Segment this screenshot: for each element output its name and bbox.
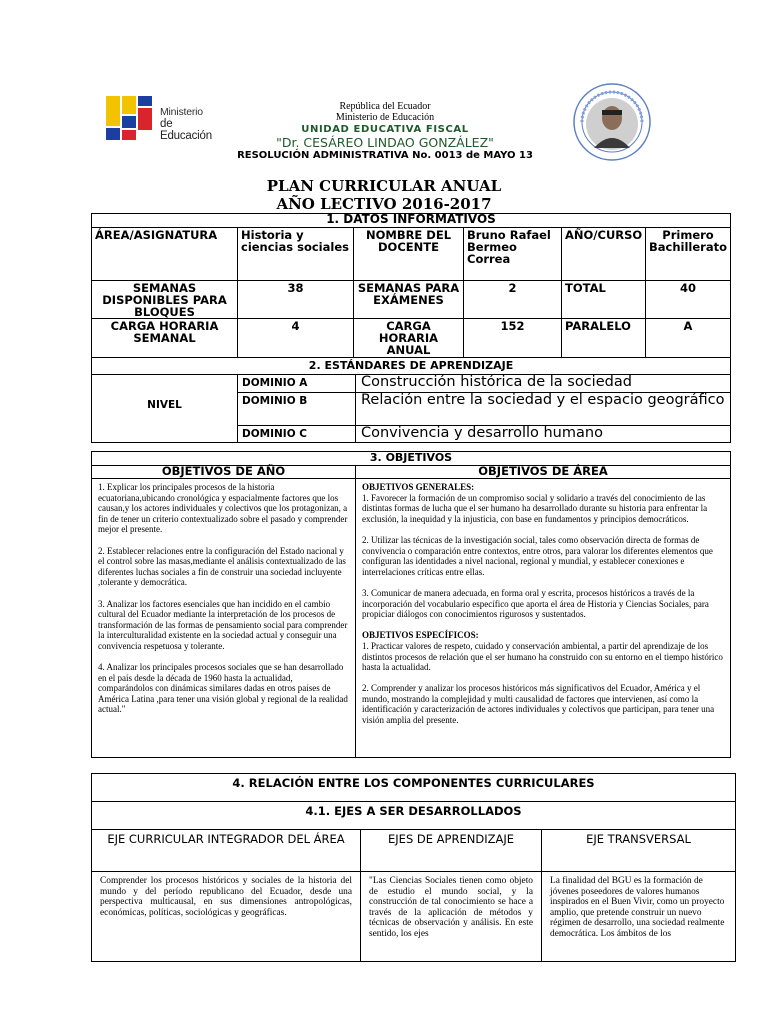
objetivos-especificos-title: OBJETIVOS ESPECÍFICOS: <box>362 630 479 641</box>
paralelo-label: PARALELO <box>562 319 646 358</box>
document-title: PLAN CURRICULAR ANUAL <box>266 177 502 195</box>
eje-integrador-header: EJE CURRICULAR INTEGRADOR DEL ÁREA <box>92 830 361 872</box>
semanas-examenes-value: 2 <box>464 281 562 319</box>
nivel-label: NIVEL <box>92 375 238 443</box>
carga-semanal-label: CARGA HORARIA SEMANAL <box>92 319 238 358</box>
carga-anual-value: 152 <box>464 319 562 358</box>
objetivo-especifico-2: 2. Comprender y analizar los procesos históricos más significativos del Ecuador, América y el mundo, mostrando la complejidad y multi causalidad de factores que intervienen, así como la identificación y caracterización de actores individuales y colectivos que participan, para tener una visión amplia del presente. <box>362 683 715 726</box>
objetivo-anio-1: 1. Explicar los principales procesos de la historia ecuatoriana,ubicando cronológica y espacialmente factores que los causan,y los actores individuales y colectivos que los protagonizan, a fin de tener un criterio contextualizado sobre el pasado y comprender mejor el presente. <box>98 482 348 535</box>
semanas-examenes-label: SEMANAS PARA EXÁMENES <box>354 281 464 319</box>
objetivo-general-1: 1. Favorecer la formación de un compromiso social y solidario a través del conocimiento de las distintas formas de lucha que el ser humano ha desarrollado durante su historia para enfrentar la exclusión, la inequidad y la injusticia, con base en fundamentos y principios democráticos. <box>362 492 708 524</box>
objetivo-anio-3: 3. Analizar los factores esenciales que han incidido en el cambio cultural del Ecuador mediante la interpretación de los procesos de transformación de las formas de pensamiento social para comprender la interculturalidad existente en la sociedad actual y conseguir una convivencia respetuosa y tolerante. <box>98 598 348 651</box>
header-country: República del Ecuador <box>339 101 431 112</box>
docente-value: Bruno Rafael Bermeo Correa <box>464 228 562 281</box>
objetivo-general-3: 3. Comunicar de manera adecuada, en forma oral y escrita, procesos históricos a través de la incorporación del vocabulario específico que aporta el área de Historia y Ciencias Sociales, para propiciar diálogos con conocimientos rigurosos y sustentados. <box>362 587 709 620</box>
header-resolution: RESOLUCIÓN ADMINISTRATIVA No. 0013 de MAYO 13 <box>237 150 533 161</box>
carga-anual-label: CARGA HORARIA ANUAL <box>354 319 464 358</box>
total-label: TOTAL <box>562 281 646 319</box>
dominio-b-value: Relación entre la sociedad y el espacio geográfico <box>356 393 731 426</box>
header-school-type: UNIDAD EDUCATIVA FISCAL <box>301 124 469 135</box>
objetivos-anio-cell <box>92 479 356 758</box>
objetivo-especifico-1: 1. Practicar valores de respeto, cuidado y conservación ambiental, a partir del aprendizaje de los distintos procesos de relación que el ser humano ha construido con su entorno en el tiempo histórico hasta la actualidad. <box>362 640 723 673</box>
docente-label: NOMBRE DEL DOCENTE <box>354 228 464 281</box>
objetivos-area-cell <box>356 479 731 758</box>
area-value: Historia y ciencias sociales <box>238 228 354 281</box>
eje-transversal-header: EJE TRANSVERSAL <box>542 830 736 872</box>
header-school-name: "Dr. CESÁREO LINDAO GONZÁLEZ" <box>276 135 494 150</box>
objetivos-table <box>91 451 731 758</box>
dominio-a-value: Construcción histórica de la sociedad <box>356 375 731 393</box>
objetivos-area-header: OBJETIVOS DE ÁREA <box>356 466 731 479</box>
objetivos-section-title: 3. OBJETIVOS <box>92 452 731 466</box>
header-ministry: Ministerio de Educación <box>335 112 435 123</box>
estandares-section-title: 2. ESTÁNDARES DE APRENDIZAJE <box>92 358 731 375</box>
objetivo-anio-2: 2. Establecer relaciones entre la configuración del Estado nacional y el control sobre las masas,mediante el análisis contextualizado de las diferentes luchas sociales a fin de construir una sociedad incluyente ,tolerante y democrática. <box>98 545 346 588</box>
dominio-b-label: DOMINIO B <box>238 393 356 426</box>
relacion-table <box>91 773 736 962</box>
area-label: ÁREA/ASIGNATURA <box>92 228 238 281</box>
semanas-bloques-value: 38 <box>238 281 354 319</box>
ministerio-line1: Ministerio <box>160 106 203 118</box>
dominio-c-value: Convivencia y desarrollo humano <box>356 426 731 443</box>
ejes-aprendizaje-text: "Las Ciencias Sociales tienen como objeto de estudio el mundo social, y la construcción de tal conocimiento se hace a través de la aplicación de métodos y técnicas de observación y análisis. En este sentido, los ejes <box>361 872 542 962</box>
datos-section-title: 1. DATOS INFORMATIVOS <box>92 214 731 228</box>
curso-value: Primero Bachillerato <box>646 228 731 281</box>
school-seal-portrait-icon <box>572 82 652 162</box>
dominio-c-label: DOMINIO C <box>238 426 356 443</box>
eje-integrador-text: Comprender los procesos históricos y sociales de la historia del mundo y del período republicano del Ecuador, desde una perspectiva multicausal, en sus dimensiones antropológicas, económicas, políticas, sociológicas y geográficas. <box>92 872 361 962</box>
ministerio-line2: de Educación <box>160 118 212 142</box>
objetivos-generales-title: OBJETIVOS GENERALES: <box>362 482 475 492</box>
ejes-aprendizaje-header: EJES DE APRENDIZAJE <box>361 830 542 872</box>
semanas-bloques-label: SEMANAS DISPONIBLES PARA BLOQUES <box>92 281 238 319</box>
dominio-a-label: DOMINIO A <box>238 375 356 393</box>
ministerio-logo <box>104 90 216 148</box>
carga-semanal-value: 4 <box>238 319 354 358</box>
eje-transversal-text: La finalidad del BGU es la formación de jóvenes poseedores de valores humanos inspirados en el Buen Vivir, como un proyecto amplio, que pretende construir un nuevo régimen de desarrollo, una sociedad realmente democrática. Los ámbitos de los <box>542 872 736 962</box>
datos-informativos-table <box>91 213 731 358</box>
document-subtitle: AÑO LECTIVO 2016-2017 <box>276 195 492 213</box>
relacion-section-title: 4. RELACIÓN ENTRE LOS COMPONENTES CURRICULARES <box>92 774 736 802</box>
estandares-table <box>91 357 731 443</box>
objetivos-anio-header: OBJETIVOS DE AÑO <box>92 466 356 479</box>
objetivo-general-2: 2. Utilizar las técnicas de la investigación social, tales como observación directa de formas de convivencia o comparación entre contextos, entre otros, para valorar los diferentes elementos que configuran las identidades a nivel nacional, regional y mundial, y establecer conexiones e interrelaciones críticas entre ellas. <box>362 534 713 577</box>
ejes-subsection-title: 4.1. EJES A SER DESARROLLADOS <box>92 802 736 830</box>
curso-label: AÑO/CURSO <box>562 228 646 281</box>
total-value: 40 <box>646 281 731 319</box>
objetivo-anio-4: 4. Analizar los principales procesos sociales que se han desarrollado en el país desde la década de 1960 hasta la actualidad, comparándolos con dinámicas similares dadas en otros países de América Latina ,para tener una visión global y regional de la realidad actual." <box>98 662 348 715</box>
paralelo-value: A <box>646 319 731 358</box>
ministerio-educacion-flag-icon <box>104 92 156 144</box>
